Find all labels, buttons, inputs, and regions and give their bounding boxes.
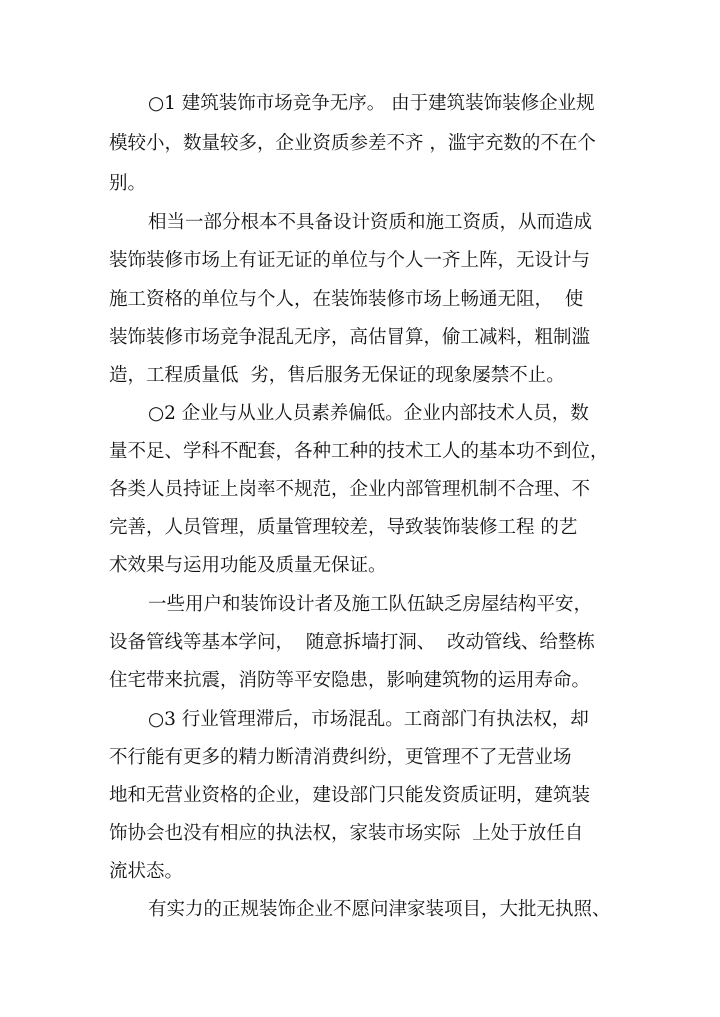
text-line: ○2 企业与从业人员素养偏低。企业内部技术人员，数	[148, 403, 589, 424]
text-line: 术效果与运用功能及质量无保证。	[109, 555, 387, 576]
text-line: 装饰装修市场上有证无证的单位与个人一齐上阵，无设计与	[109, 250, 591, 271]
text-line: ○3 行业管理滞后，市场混乱。工商部门有执法权，却	[148, 709, 589, 730]
text-line: 造，工程质量低 劣，售后服务无保证的现象屡禁不止。	[109, 365, 565, 386]
text-line: ○1 建筑装饰市场竞争无序。 由于建筑装饰装修企业规	[148, 93, 595, 114]
text-line: 装饰装修市场竞争混乱无序，高估冒算，偷工减料，粗制滥	[109, 327, 591, 348]
text-line: 施工资格的单位与个人，在装饰装修市场上畅通无阻， 使	[109, 289, 584, 310]
text-line: 设备管线等基本学问， 随意拆墙打洞、 改动管线、给整栋	[109, 632, 596, 653]
text-line: 别。	[109, 173, 147, 194]
text-line: 量不足、学科不配套，各种工种的技术工人的基本功不到位，	[109, 441, 609, 462]
text-line: 完善，人员管理，质量管理较差，导致装饰装修工程 的艺	[109, 517, 578, 538]
text-line: 模较小，数量较多，企业资质参差不齐 ，滥宇充数的不在个	[109, 133, 596, 154]
text-line: 一些用户和装饰设计者及施工队伍缺乏房屋结构平安，	[148, 594, 593, 615]
text-line: 住宅带来抗震，消防等平安隐患，影响建筑物的运用寿命。	[109, 670, 591, 691]
text-line: 各类人员持证上岗率不规范，企业内部管理机制不合理、不	[109, 479, 591, 500]
text-line: 不行能有更多的精力断清消费纠纷，更管理不了无营业场	[109, 747, 572, 768]
text-line: 有实力的正规装饰企业不愿问津家装项目，大批无执照、	[148, 899, 611, 920]
text-line: 地和无营业资格的企业，建设部门只能发资质证明，建筑装	[109, 785, 591, 806]
text-line: 饰协会也没有相应的执法权，家装市场实际 上处于放任自	[109, 823, 584, 844]
text-line: 流状态。	[109, 861, 184, 882]
text-line: 相当一部分根本不具备设计资质和施工资质，从而造成	[148, 212, 593, 233]
